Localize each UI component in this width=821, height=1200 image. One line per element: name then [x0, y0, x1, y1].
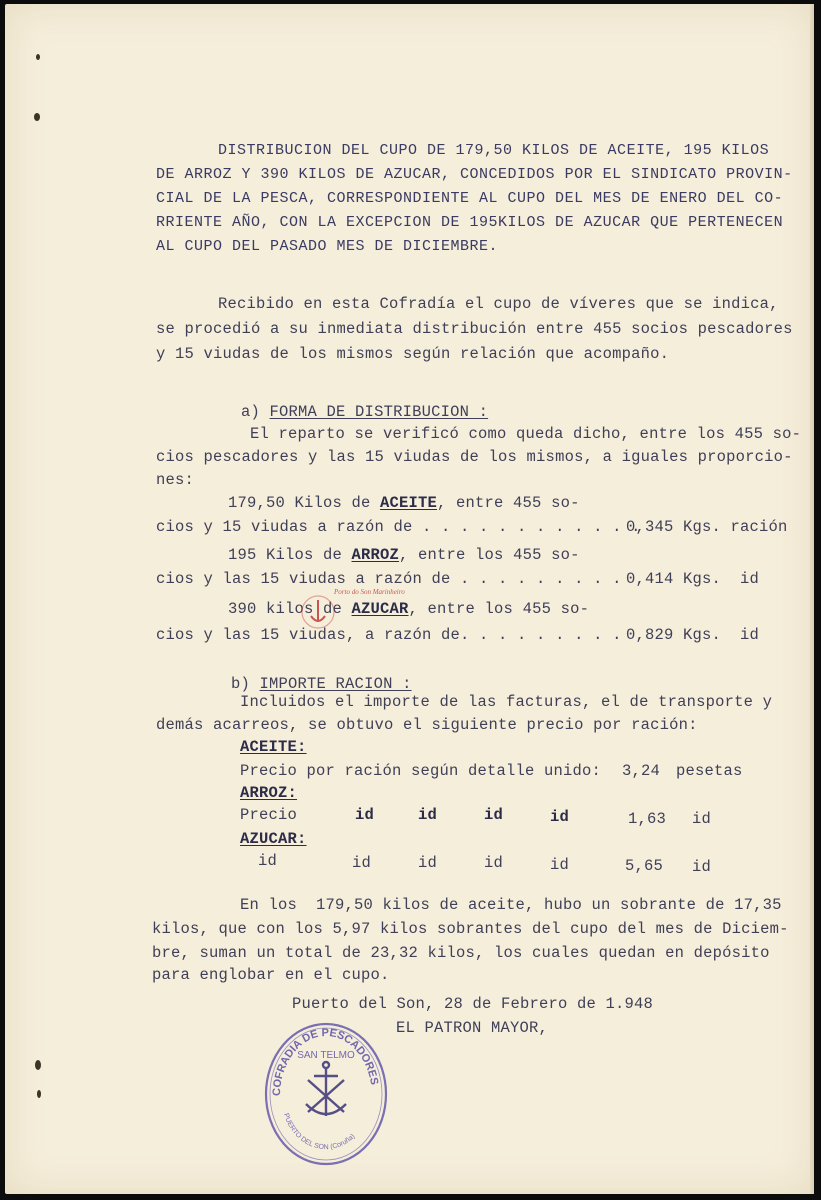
cofradia-stamp	[262, 1018, 390, 1166]
section-letter: b)	[231, 675, 251, 693]
paragraph-line: demás acarreos, se obtuvo el siguiente precio por ración:	[156, 716, 698, 734]
price-value: 3,24	[622, 762, 661, 780]
stamp-bottom-text: PUERTO DEL SON (Coruña)	[282, 1112, 357, 1152]
price-label: id	[258, 852, 278, 870]
punch-mark	[36, 54, 40, 60]
product-name: AZUCAR	[351, 600, 409, 618]
heading-line: RRIENTE AÑO, CON LA EXCEPCION DE 195KILOS DE AZUCAR QUE PERTENECEN	[156, 214, 784, 231]
distribution-item-line: 179,50 Kilos de ACEITE, entre 455 so-	[228, 494, 580, 512]
section-letter: a)	[241, 403, 261, 421]
distribution-value: 0,414 Kgs. id	[626, 570, 760, 588]
paragraph-line: El reparto se verificó como queda dicho, entre los 455 so-	[250, 425, 802, 443]
heading-line: CIAL DE LA PESCA, CORRESPONDIENTE AL CUPO DEL MES DE ENERO DEL CO-	[156, 190, 784, 207]
distribution-item-line: 390 kilos de AZUCAR, entre los 455 so-	[228, 600, 590, 618]
distribution-value: 0,829 Kgs. id	[626, 626, 760, 644]
distribution-item-line: cios y 15 viudas a razón de . . . . . . . . . . . .	[156, 518, 641, 536]
price-unit: pesetas	[676, 762, 743, 780]
punch-mark	[34, 113, 40, 121]
price-id: id	[550, 808, 570, 826]
price-id: id	[484, 806, 504, 824]
price-unit: id	[692, 810, 712, 828]
heading-line: AL CUPO DEL PASADO MES DE DICIEMBRE.	[156, 238, 499, 255]
product-name: ACEITE	[380, 494, 438, 512]
paragraph-line: cios pescadores y las 15 viudas de los mismos, a iguales proporcio-	[156, 448, 793, 466]
svg-text:PUERTO DEL SON (Coruña)	[282, 1112, 356, 1151]
distribution-item-line: cios y las 15 viudas a razón de . . . . . . . . .	[156, 570, 622, 588]
price-value: 1,63	[628, 810, 667, 828]
closing-line: kilos, que con los 5,97 kilos sobrantes del cupo del mes de Diciem-	[152, 920, 789, 938]
watermark-text: Porto do Son Marinheiro	[334, 588, 405, 596]
closing-line: bre, suman un total de 23,32 kilos, los cuales quedan en depósito	[152, 944, 770, 962]
intro-line: Recibido en esta Cofradía el cupo de víveres que se indica,	[218, 295, 779, 313]
price-id: id	[418, 854, 438, 872]
price-label: Precio por ración según detalle unido:	[240, 762, 602, 780]
price-id: id	[418, 806, 438, 824]
price-value: 5,65	[625, 857, 664, 875]
intro-line: y 15 viudas de los mismos según relación que acompaño.	[156, 345, 670, 363]
paragraph-line: Incluidos el importe de las facturas, el de transporte y	[240, 693, 773, 711]
price-id: id	[484, 854, 504, 872]
price-id: id	[355, 806, 375, 824]
closing-line: En los 179,50 kilos de aceite, hubo un sobrante de 17,35	[240, 896, 782, 914]
anchor-emblem	[306, 1062, 346, 1116]
price-id: id	[352, 854, 372, 872]
price-product: ACEITE:	[240, 738, 307, 756]
section-title: FORMA DE DISTRIBUCION :	[269, 403, 489, 421]
stamp-top-text: COFRADIA DE PESCADORES	[270, 1026, 381, 1097]
distribution-item-line: cios y las 15 viudas, a razón de. . . . . . . . .	[156, 626, 622, 644]
distribution-value: 0,345 Kgs. ración	[626, 518, 788, 536]
stamp-mid-text: SAN TELMO	[297, 1050, 355, 1061]
signatory: EL PATRON MAYOR,	[396, 1019, 549, 1037]
punch-mark	[37, 1090, 41, 1098]
price-id: id	[550, 856, 570, 874]
punch-mark	[35, 1060, 41, 1070]
price-label: Precio	[240, 806, 298, 824]
heading-line: DE ARROZ Y 390 KILOS DE AZUCAR, CONCEDIDOS POR EL SINDICATO PROVIN-	[156, 166, 793, 183]
section-b-heading	[212, 657, 412, 693]
section-a-heading	[222, 385, 488, 421]
price-product: AZUCAR:	[240, 830, 307, 848]
paragraph-line: nes:	[156, 471, 195, 489]
product-name: ARROZ	[351, 546, 400, 564]
price-unit: id	[692, 858, 712, 876]
closing-line: para englobar en el cupo.	[152, 966, 390, 984]
section-title: IMPORTE RACION :	[259, 675, 412, 693]
intro-line: se procedió a su inmediata distribución entre 455 socios pescadores	[156, 320, 793, 338]
heading-line: DISTRIBUCION DEL CUPO DE 179,50 KILOS DE ACEITE, 195 KILOS	[218, 142, 770, 159]
distribution-item-line: 195 Kilos de ARROZ, entre los 455 so-	[228, 546, 580, 564]
price-product: ARROZ:	[240, 784, 298, 802]
place-date: Puerto del Son, 28 de Febrero de 1.948	[292, 995, 654, 1013]
